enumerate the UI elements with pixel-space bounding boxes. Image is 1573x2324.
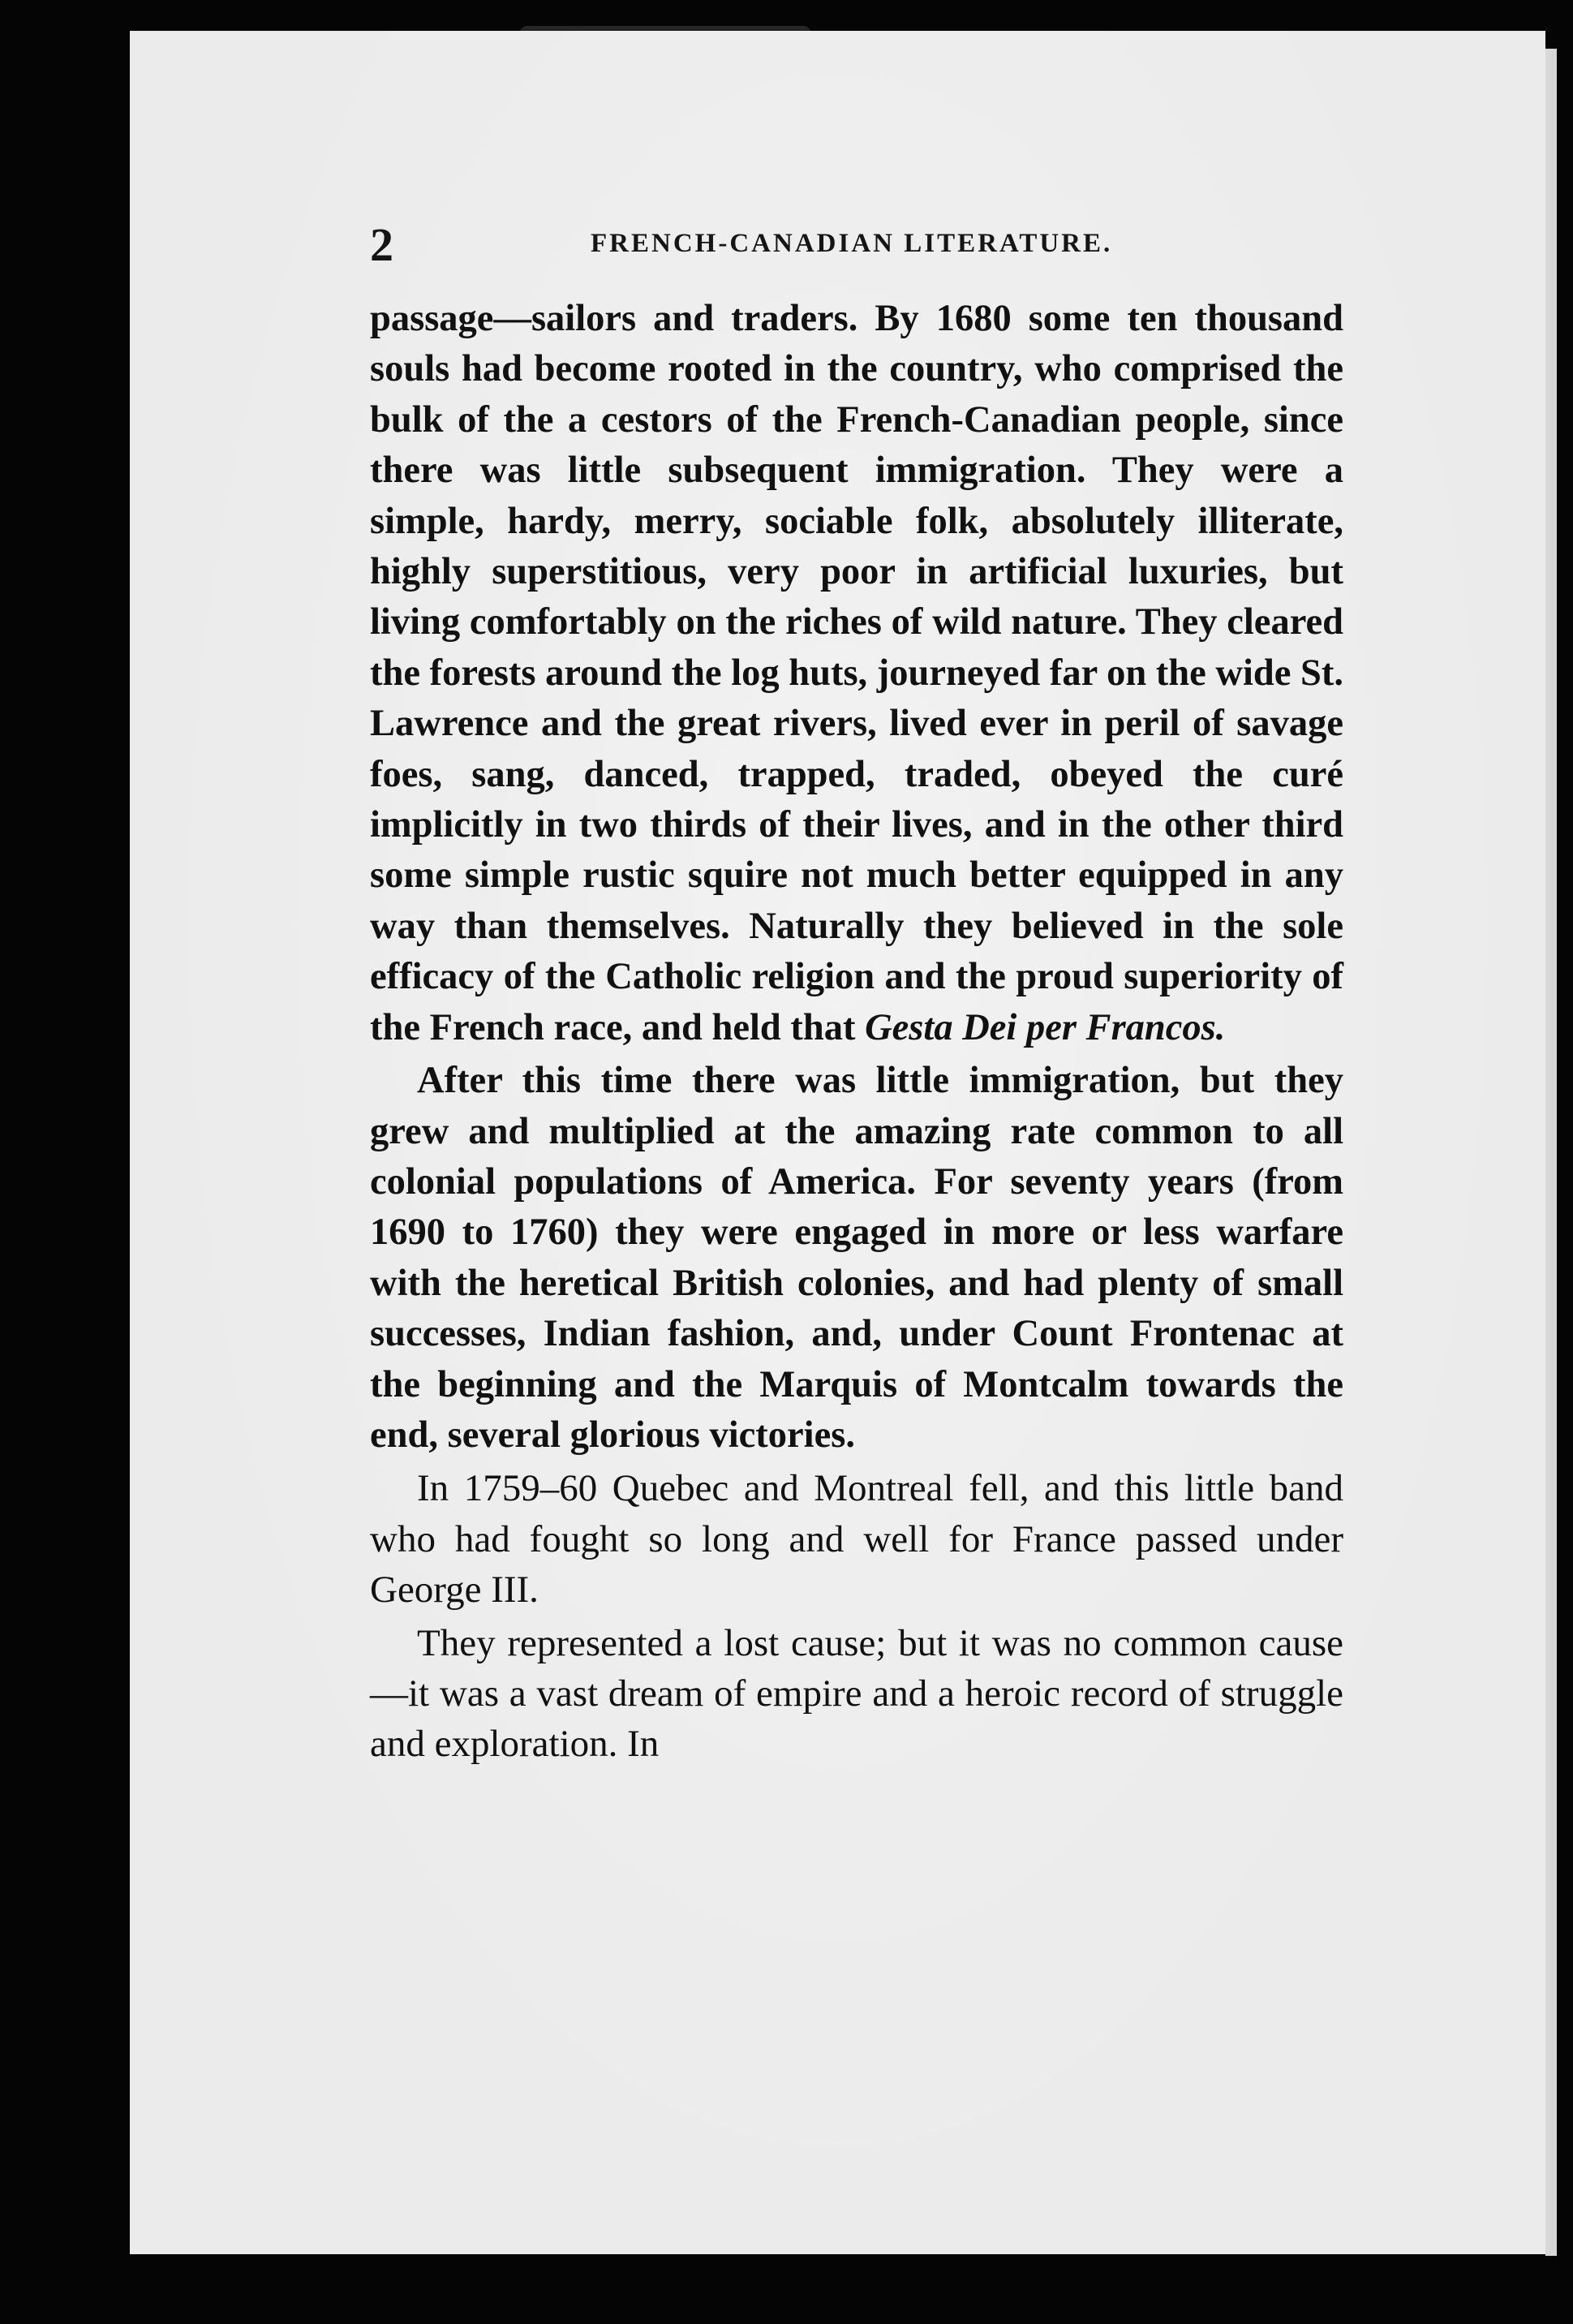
page-number: 2: [370, 218, 393, 271]
page-header: [370, 217, 1343, 274]
running-head: FRENCH-CANADIAN LITERATURE.: [591, 229, 1113, 258]
paragraph-4: They represented a lost cause; but it was no common cause—it was a vast dream of empire and a heroic record of struggle and exploration. In: [370, 1621, 1343, 1766]
facing-page-edge: [1545, 49, 1557, 2256]
paragraph-2: After this time there was little immigration, but they grew and multiplied at the amazing rate common to all colonial populations of America. For seventy years (from 1690 to 1760) they were engaged in more or less warfare with the heretical British colonies, and had plenty of small successes, Indian fashion, and, under Count Frontenac at the beginning and the Marquis of Montcalm towards the end, several glorious victories.: [370, 1060, 1343, 1456]
italic-phrase: Gesta Dei per Francos.: [865, 1006, 1226, 1048]
paragraph-1-text: passage—sailors and traders. By 1680 some ten thousand souls had become rooted in the country, who comprised the bulk of the a cestors of the French-Canadian people, since there was little subsequent immigration. They were a simple, hardy, merry, sociable folk, absolutely illiterate, highly superstitious, very poor in artificial luxuries, but living comfortably on the riches of wild nature. They cleared the forests around the log huts, journeyed far on the wide St. Lawrence and the great rivers, lived ever in peril of savage foes, sang, danced, trapped, traded, obeyed the curé implicitly in two thirds of their lives, and in the other third some simple rustic squire not much better equipped in any way than themselves. Naturally they believed in the sole efficacy of the Catholic religion and the proud superiority of the French race, and held that: [370, 298, 1344, 1048]
paragraph-1: [370, 294, 1343, 1053]
body-text: [370, 294, 1343, 1770]
paragraph-3: In 1759–60 Quebec and Montreal fell, and this little band who had fought so long and well for France passed under George III.: [370, 1467, 1343, 1612]
